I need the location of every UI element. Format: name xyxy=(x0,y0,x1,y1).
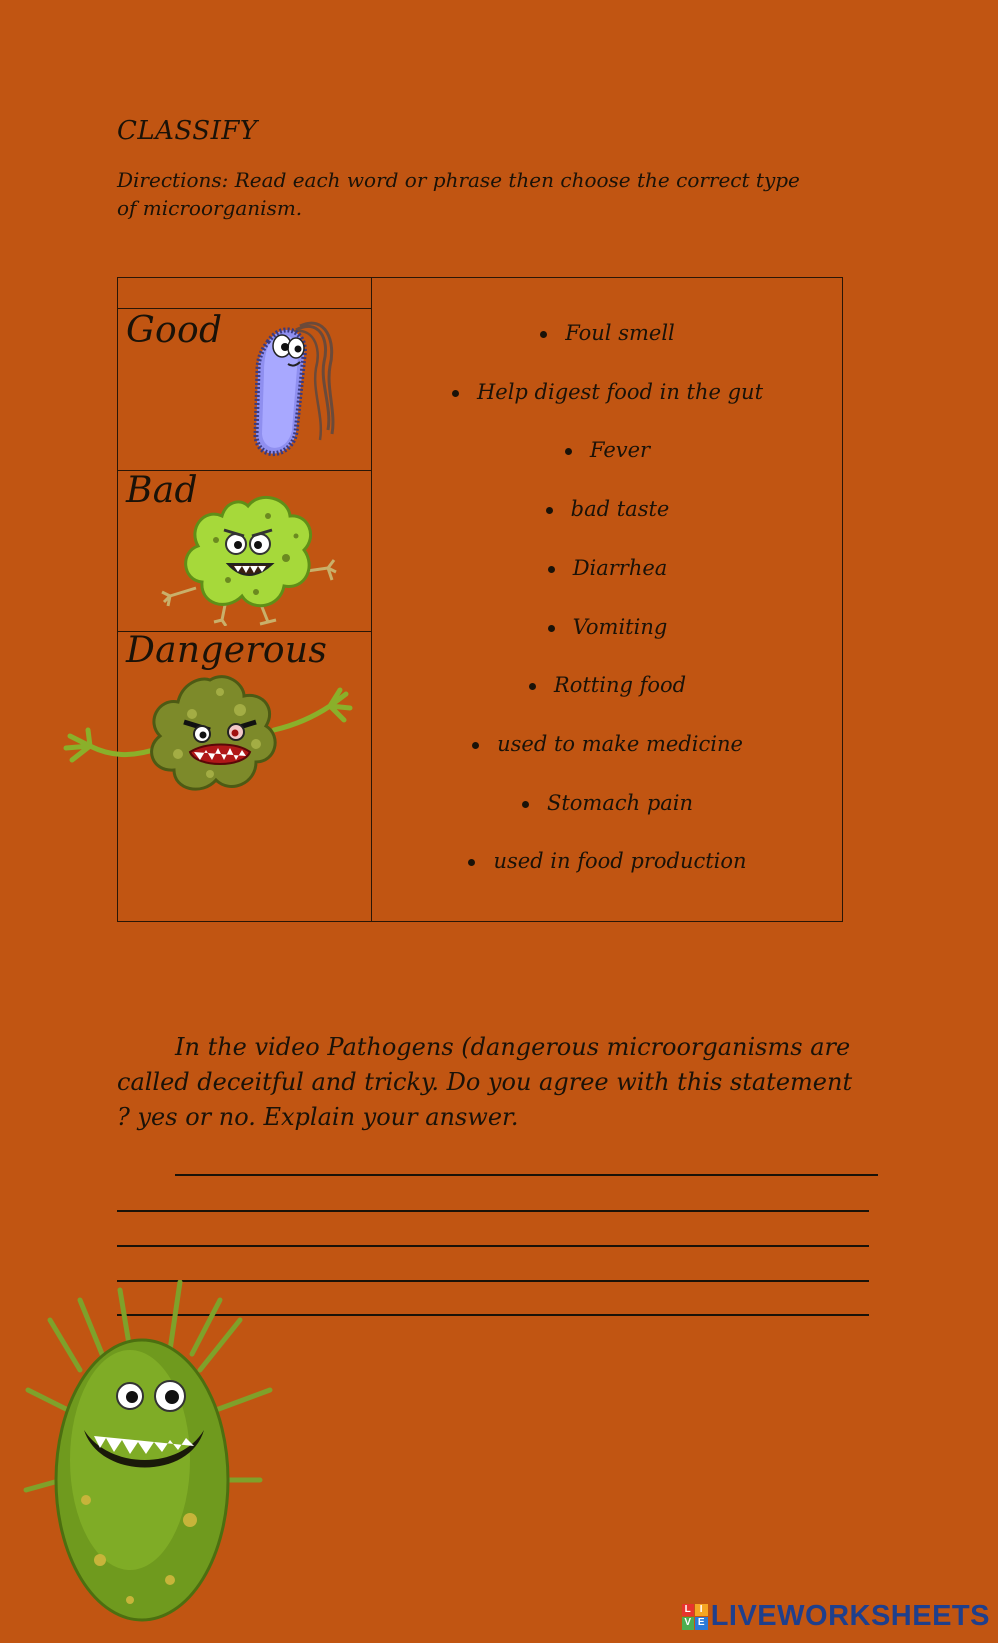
list-item[interactable]: Help digest food in the gut xyxy=(372,377,843,407)
bullet-icon xyxy=(468,859,475,866)
directions-text: Directions: Read each word or phrase then choose the correct type of microorganism. xyxy=(117,168,800,220)
answer-line[interactable] xyxy=(117,1210,869,1212)
bullet-icon xyxy=(548,625,555,632)
bullet-icon xyxy=(452,390,459,397)
question-text: In the video Pathogens (dangerous microorganisms are called deceitful and tricky. Do you agree with this statement ? yes or no. Explain your answer. xyxy=(117,1033,853,1131)
bullet-icon xyxy=(529,683,536,690)
brand-name: LIVEWORKSHEETS xyxy=(710,1600,990,1632)
list-item[interactable]: Fever xyxy=(372,435,843,465)
spiky-germ-icon xyxy=(20,1280,280,1630)
angry-virus-icon xyxy=(60,670,360,800)
list-item[interactable]: used in food production xyxy=(372,846,843,876)
answer-line[interactable] xyxy=(175,1174,878,1176)
liveworksheets-logo-icon: L I V E xyxy=(682,1604,708,1630)
bullet-icon xyxy=(540,331,547,338)
list-item[interactable]: Diarrhea xyxy=(372,553,843,583)
category-dangerous-label[interactable]: Dangerous xyxy=(126,630,328,671)
category-good-label[interactable]: Good xyxy=(126,310,223,351)
bullet-icon xyxy=(522,801,529,808)
bullet-icon xyxy=(546,507,553,514)
answer-line[interactable] xyxy=(117,1245,869,1247)
list-item[interactable]: bad taste xyxy=(372,494,843,524)
purple-bacterium-icon xyxy=(238,312,338,464)
list-item[interactable]: Foul smell xyxy=(372,318,843,348)
green-germ-icon xyxy=(156,488,340,626)
liveworksheets-brand[interactable] xyxy=(682,1600,990,1633)
list-item[interactable]: Stomach pain xyxy=(372,788,843,818)
list-item[interactable]: used to make medicine xyxy=(372,729,843,759)
table-divider xyxy=(371,278,372,921)
list-item[interactable]: Vomiting xyxy=(372,612,843,642)
classify-table xyxy=(117,277,843,922)
bullet-icon xyxy=(472,742,479,749)
bullet-icon xyxy=(548,566,555,573)
bullet-icon xyxy=(565,448,572,455)
list-item[interactable]: Rotting food xyxy=(372,670,843,700)
category-bad-label[interactable]: Bad xyxy=(126,470,198,511)
table-row-divider xyxy=(118,308,372,309)
page-title: CLASSIFY xyxy=(117,116,258,146)
